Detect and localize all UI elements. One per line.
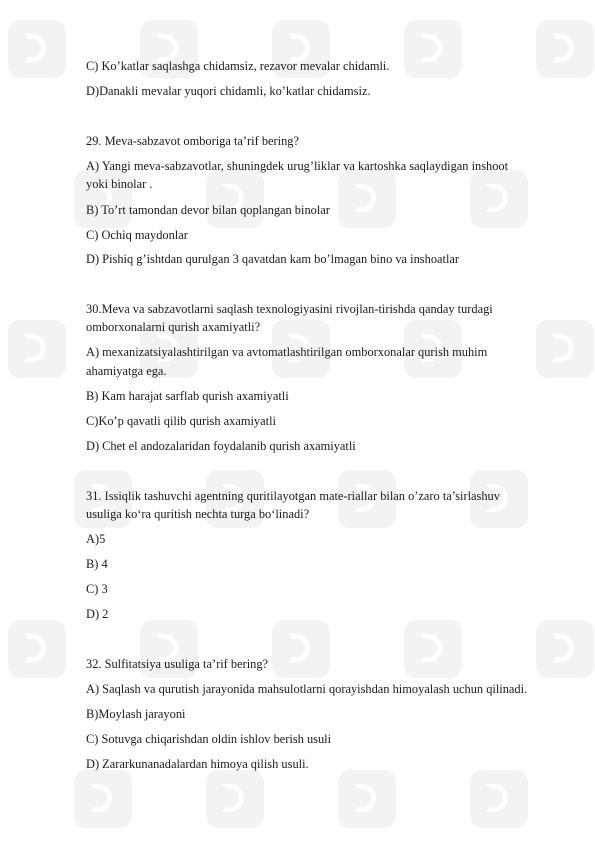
question-31-continued: usuliga ko‘ra quritish nechta turga bo‘linadi? [86,507,310,521]
answer-option-b: B) 4 [86,557,108,571]
answer-option-a: A)5 [86,532,106,546]
answer-option-c: C) Sotuvga chiqarishdan oldin ishlov berish usuli [86,732,332,746]
answer-option-b: B) To’rt tamondan devor bilan qoplangan binolar [86,203,330,217]
answer-option-c: C) Ko’katlar saqlashga chidamsiz, rezavor mevalar chidamli. [86,59,390,73]
question-29: 29. Meva-sabzavot omboriga ta’rif bering? [86,134,299,148]
answer-option-a: A) Saqlash va qurutish jarayonida mahsulotlarni qorayishdan himoyalash uchun qilinadi. [86,682,528,696]
answer-option-c: C) Ochiq maydonlar [86,228,188,242]
answer-option-b: B)Moylash jarayoni [86,707,186,721]
answer-option-a: A) Yangi meva-sabzavotlar, shuningdek urug’liklar va kartoshka saqlaydigan inshoot [86,159,509,173]
answer-option-c: C)Ko’p qavatli qilib qurish axamiyatli [86,414,276,428]
answer-option-a-continued: yoki binolar . [86,177,153,191]
question-30-continued: omborxonalarni qurish axamiyatli? [86,320,261,334]
answer-option-d: D)Danakli mevalar yuqori chidamli, ko’katlar chidamsiz. [86,84,371,98]
question-31: 31. Issiqlik tashuvchi agentning quritilayotgan mate-riallar bilan o’zaro ta’sirlashuv [86,489,500,503]
answer-option-c: C) 3 [86,582,108,596]
answer-option-d: D) Pishiq g’ishtdan qurulgan 3 qavatdan kam bo’lmagan bino va inshoatlar [86,252,460,266]
question-30: 30.Meva va sabzavotlarni saqlash texnologiyasini rivojlan-tirishda qanday turdagi [86,302,493,316]
answer-option-a: A) mexanizatsiyalashtirilgan va avtomatlashtirilgan omborxonalar qurish muhim [86,345,488,359]
answer-option-d: D) Chet el andozalaridan foydalanib qurish axamiyatli [86,439,356,453]
answer-option-a-continued: ahamiyatga ega. [86,364,167,378]
answer-option-b: B) Kam harajat sarflab qurish axamiyatli [86,389,289,403]
answer-option-d: D) 2 [86,607,109,621]
answer-option-d: D) Zararkunanadalardan himoya qilish usuli. [86,757,309,771]
question-32: 32. Sulfitatsiya usuliga ta’rif bering? [86,657,269,671]
